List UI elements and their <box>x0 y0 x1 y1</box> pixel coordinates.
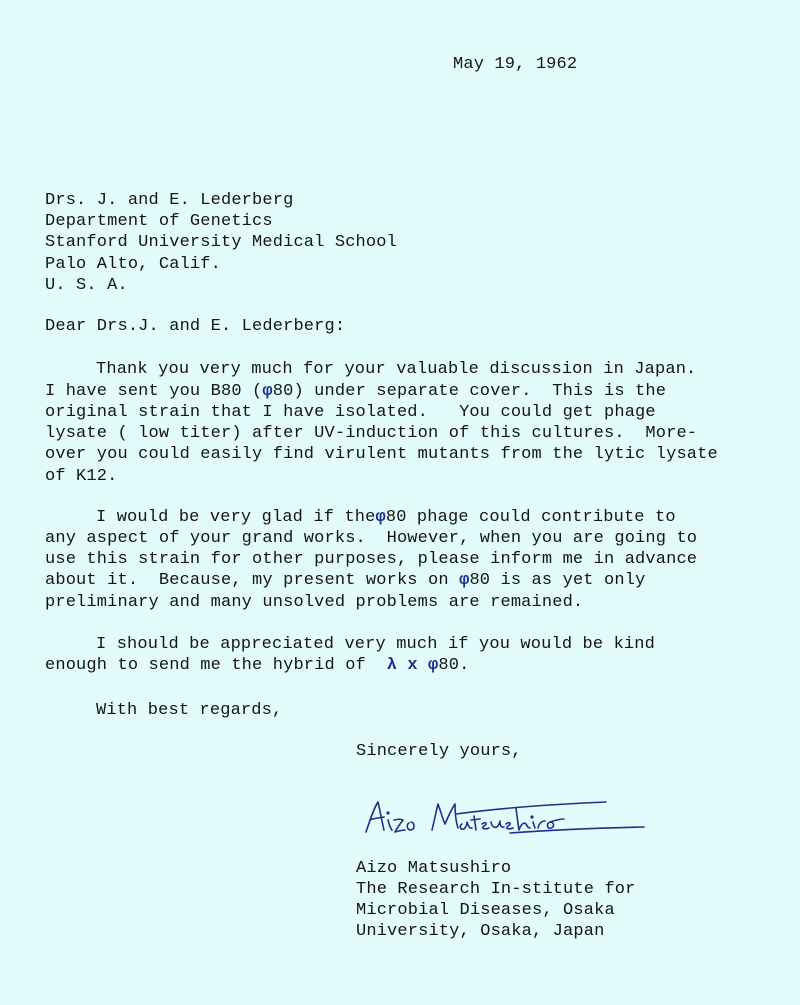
p2-line-1-a: I would be very glad if the <box>96 508 376 527</box>
p1-line-2-b: 80) under separate cover. This is the <box>272 382 667 401</box>
phi-symbol: φ <box>375 508 386 527</box>
recipient-line-5: U. S. A. <box>45 276 128 295</box>
p1-line-6: of K12. <box>45 467 118 486</box>
lambda-cross-phi-symbol: λ x φ <box>386 656 439 675</box>
sender-line-1: Aizo Matsushiro <box>356 859 512 878</box>
p1-line-1: Thank you very much for your valuable discussion in Japan. <box>96 360 697 379</box>
p2-line-2: any aspect of your grand works. However, when you are going to <box>45 529 698 548</box>
salutation: Dear Drs.J. and E. Lederberg: <box>45 317 346 336</box>
p1-line-4: lysate ( low titer) after UV-induction of this cultures. More- <box>45 424 698 443</box>
p3-line-2 <box>45 655 469 676</box>
p1-line-3: original strain that I have isolated. You could get phage <box>45 403 656 422</box>
regards-line: With best regards, <box>96 701 283 720</box>
letter-date: May 19, 1962 <box>453 55 578 74</box>
handwritten-signature <box>360 790 650 840</box>
p2-line-4-a: about it. Because, my present works on <box>45 571 460 590</box>
p2-line-3: use this strain for other purposes, please inform me in advance <box>45 550 698 569</box>
phi-symbol: φ <box>262 382 273 401</box>
p2-line-5: preliminary and many unsolved problems are remained. <box>45 593 584 612</box>
p2-line-1 <box>96 507 676 528</box>
recipient-line-2: Department of Genetics <box>45 212 273 231</box>
recipient-line-4: Palo Alto, Calif. <box>45 255 221 274</box>
recipient-line-3: Stanford University Medical School <box>45 233 397 252</box>
p3-line-1: I should be appreciated very much if you would be kind <box>96 635 655 654</box>
sender-line-2: The Research In-stitute for <box>356 880 636 899</box>
p2-line-4 <box>45 570 645 591</box>
p2-line-1-b: 80 phage could contribute to <box>385 508 676 527</box>
p1-line-2 <box>45 381 666 402</box>
sender-line-3: Microbial Diseases, Osaka <box>356 901 615 920</box>
p1-line-2-a: I have sent you B80 ( <box>45 382 263 401</box>
phi-symbol: φ <box>459 571 470 590</box>
sender-line-4: University, Osaka, Japan <box>356 922 605 941</box>
p3-line-2-a: enough to send me the hybrid of <box>45 656 387 675</box>
p1-line-5: over you could easily find virulent mutants from the lytic lysate <box>45 445 718 464</box>
closing-line: Sincerely yours, <box>356 742 522 761</box>
recipient-line-1: Drs. J. and E. Lederberg <box>45 191 294 210</box>
p2-line-4-b: 80 is as yet only <box>469 571 646 590</box>
p3-line-2-b: 80. <box>438 656 470 675</box>
